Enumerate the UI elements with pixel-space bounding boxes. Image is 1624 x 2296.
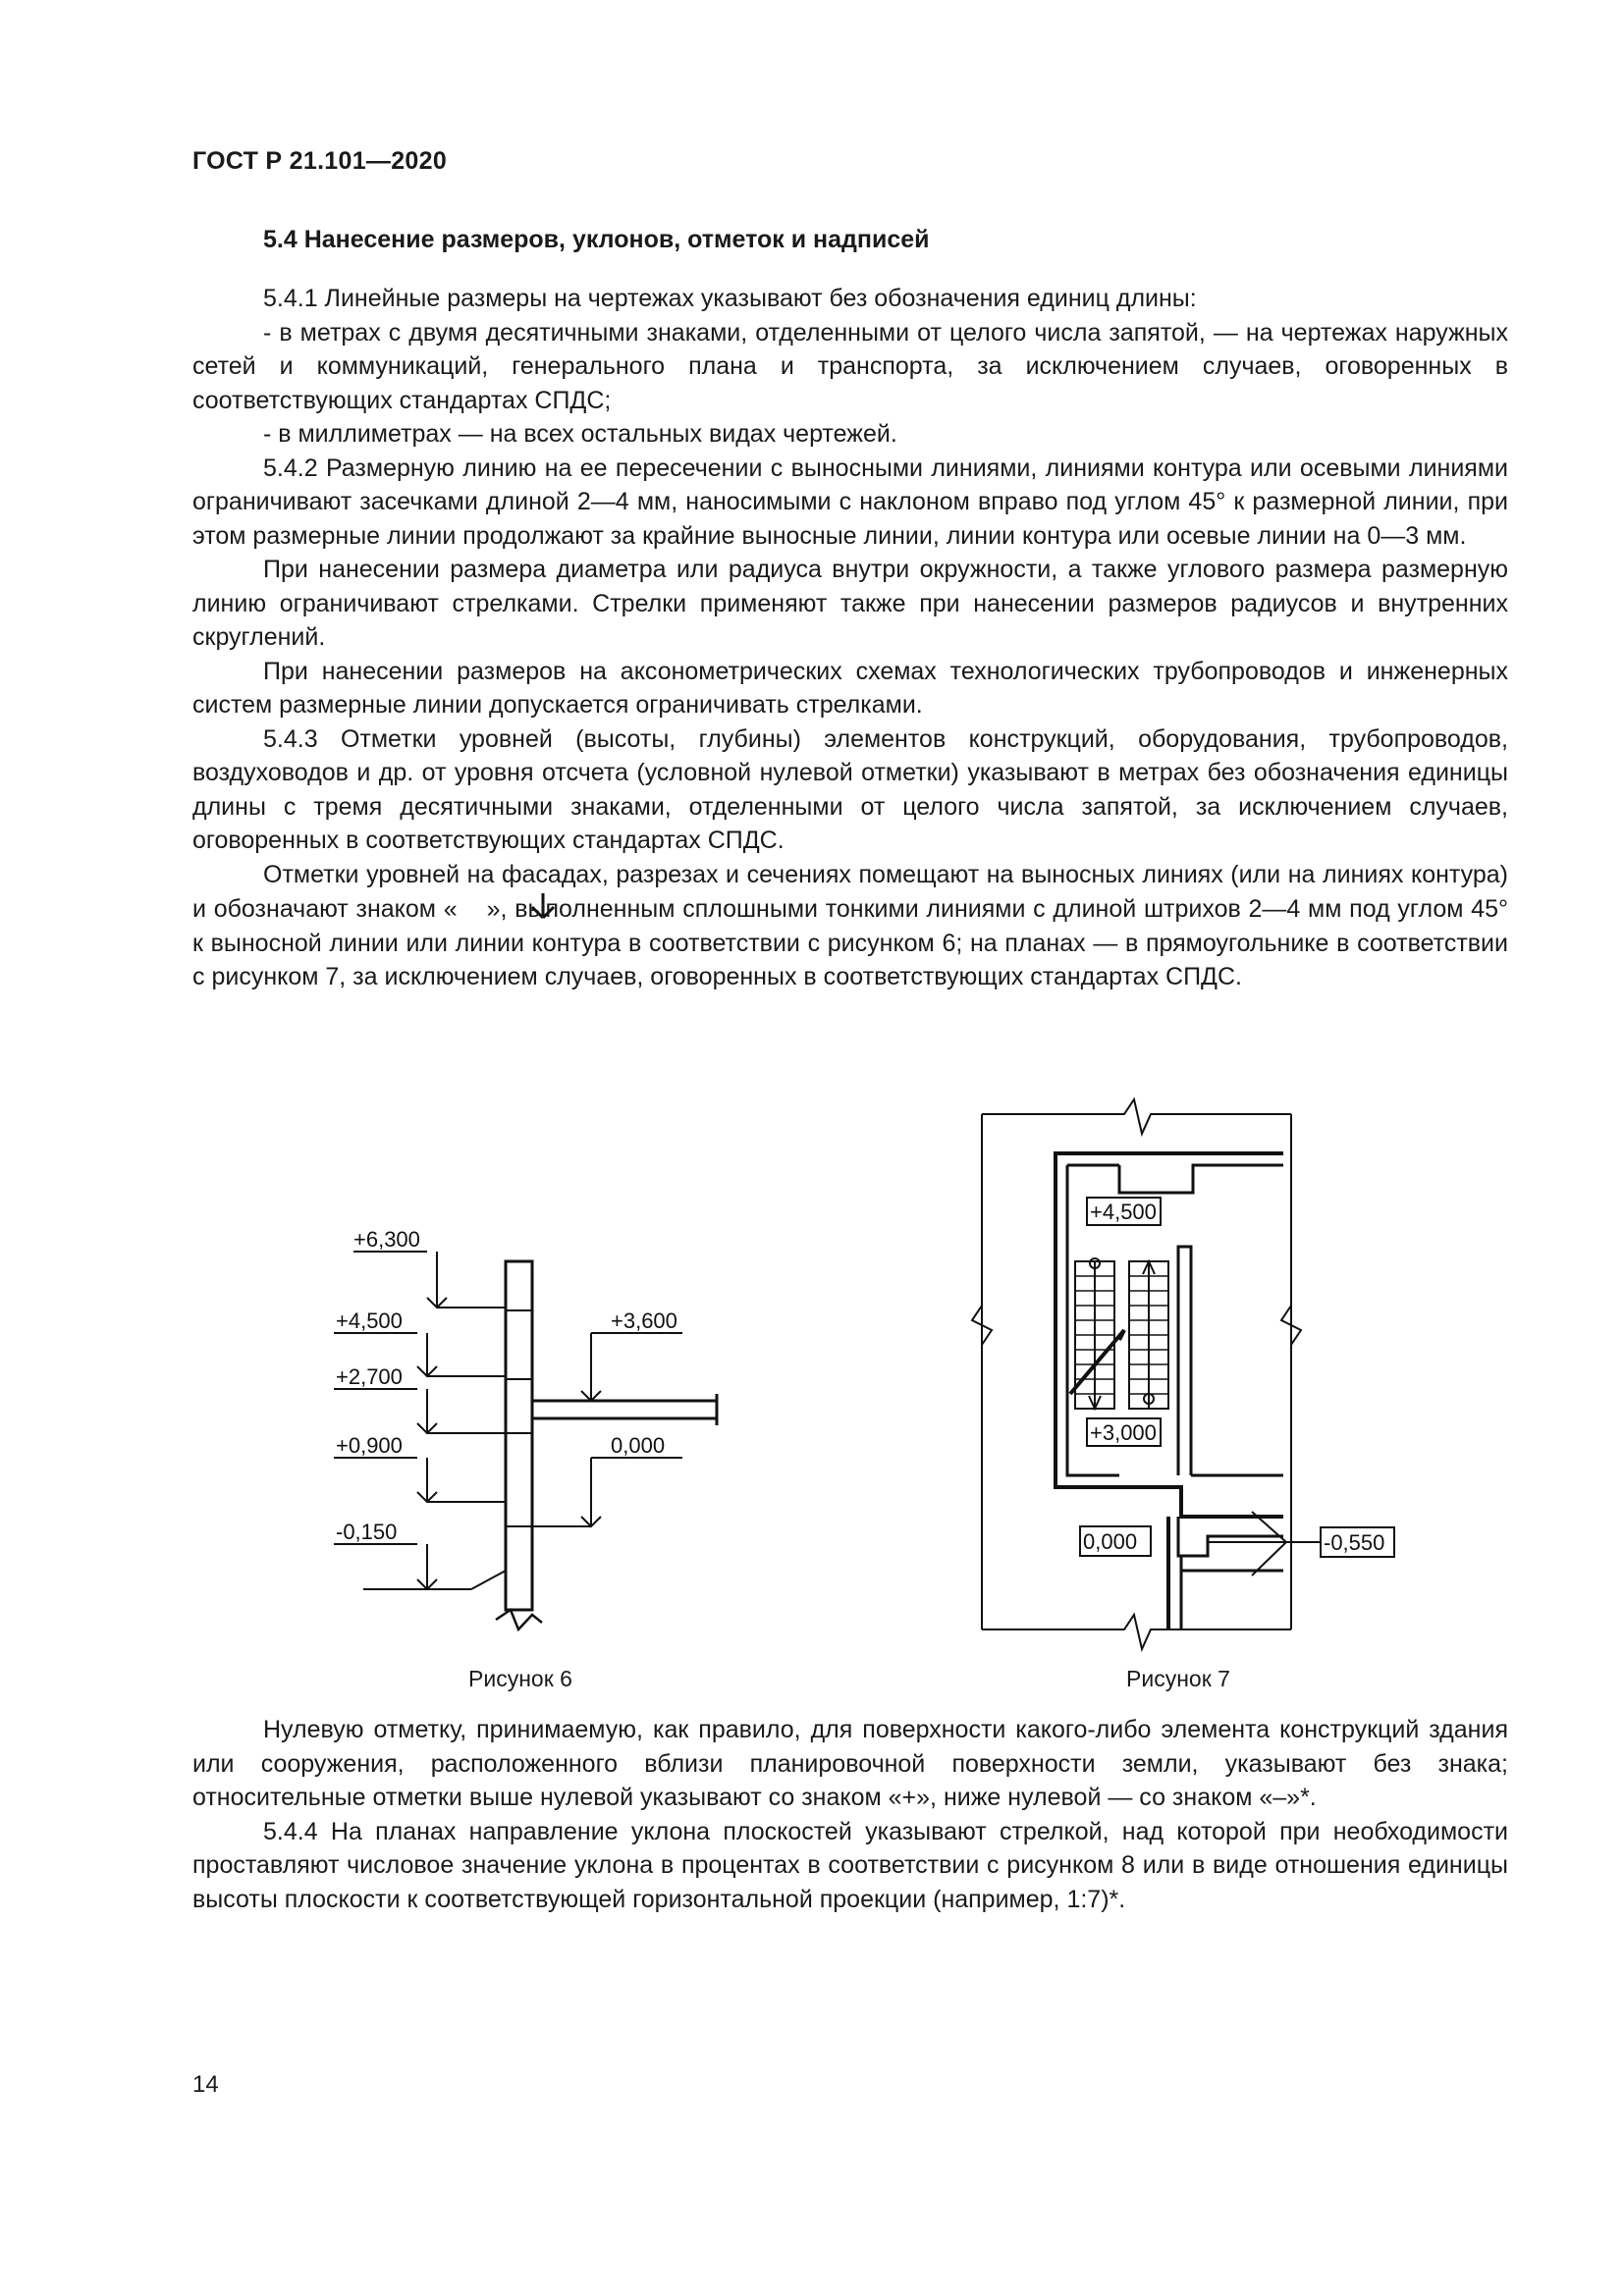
figure-6-label: 0,000 bbox=[611, 1433, 666, 1458]
figure-6-label: +2,700 bbox=[336, 1364, 403, 1389]
paragraph: - в миллиметрах — на всех остальных видах чертежей. bbox=[263, 420, 897, 448]
figure-6-label: +4,500 bbox=[336, 1308, 403, 1333]
paragraph: 5.4.3 Отметки уровней (высоты, глубины) элементов конструкций, оборудования, трубопроводов, воздуховодов и др. от уровня отсчета (условной нулевой отметки) указывают в метрах без обозначения единицы длины с тремя десятичными знаками, отделенными от целого числа запятой, за исключением случаев, оговоренных в соответствующих стандартах СПДС. bbox=[192, 724, 1508, 854]
figure-6-caption: Рисунок 6 bbox=[468, 1666, 572, 1691]
figure-6-label: +3,600 bbox=[611, 1308, 677, 1333]
paragraph: Нулевую отметку, принимаемую, как правило, для поверхности какого-либо элемента конструкций здания или сооружения, расположенного вблизи планировочной поверхности земли, указывают без знака; относительные отметки выше нулевой указывают со знаком «+», ниже нулевой — со знаком «–»*. bbox=[192, 1716, 1508, 1811]
figure-7-label: 0,000 bbox=[1083, 1529, 1138, 1554]
figure-6-label: -0,150 bbox=[336, 1520, 398, 1544]
text-block-bottom bbox=[192, 1713, 1508, 1916]
paragraph: При нанесении размера диаметра или радиуса внутри окружности, а также углового размера размерную линию ограничивают стрелками. Стрелки применяют также при нанесении размеров радиусов и внутренних скруглений. bbox=[192, 556, 1508, 651]
section-title: 5.4 Нанесение размеров, уклонов, отметок и надписей bbox=[263, 226, 930, 253]
paragraph-part: », выполненным сплошными тонкими линиями с длиной штрихов 2—4 мм под углом 45° к выносной линии или линии контура в соответствии с рисунком 6; на планах — в прямоугольнике в соответствии с рисунком 7, за исключением случаев, оговоренных в соответствующих стандартах СПДС. bbox=[192, 895, 1508, 990]
paragraph: 5.4.2 Размерную линию на ее пересечении с выносными линиями, линиями контура или осевыми линиями ограничивают засечками длиной 2—4 мм, наносимыми с наклоном вправо под углом 45° к размерной линии, при этом размерные линии продолжают за крайние выносные линии, линии контура или осевые линии на 0—3 мм. bbox=[192, 454, 1508, 550]
paragraph: 5.4.4 На планах направление уклона плоскостей указывают стрелкой, над которой при необходимости проставляют числовое значение уклона в процентах в соответствии с рисунком 8 или в виде отношения единицы высоты плоскости к соответствующей горизонтальной проекции (например, 1:7)*. bbox=[192, 1817, 1508, 1913]
figure-7-label: -0,550 bbox=[1324, 1530, 1385, 1555]
paragraph: 5.4.1 Линейные размеры на чертежах указывают без обозначения единиц длины: bbox=[263, 285, 1197, 312]
figure-6-label: +6,300 bbox=[353, 1227, 420, 1252]
figure-6-drawing bbox=[324, 1227, 736, 1644]
figure-6 bbox=[324, 1227, 736, 1644]
figure-7-caption: Рисунок 7 bbox=[1126, 1666, 1230, 1691]
paragraph-part: Отметки уровней на фасадах, разрезах и сечениях помещают на выносных линиях (или на линиях контура) и обозначают знаком « bbox=[192, 860, 1508, 923]
figure-6-label: +0,900 bbox=[336, 1433, 403, 1458]
figure-7-label: +3,000 bbox=[1090, 1420, 1157, 1445]
figure-7 bbox=[967, 1095, 1419, 1644]
paragraph: При нанесении размеров на аксонометрических схемах технологических трубопроводов и инженерных систем размерные линии допускается ограничивать стрелками. bbox=[192, 657, 1508, 719]
level-mark-icon bbox=[458, 891, 487, 921]
paragraph: - в метрах с двумя десятичными знаками, отделенными от целого числа запятой, — на чертежах наружных сетей и коммуникаций, генерального плана и транспорта, за исключением случаев, оговоренных в соответствующих стандартах СПДС; bbox=[192, 318, 1508, 414]
paragraph-levels bbox=[192, 858, 1508, 994]
figure-7-label: +4,500 bbox=[1090, 1200, 1157, 1224]
document-header: ГОСТ Р 21.101—2020 bbox=[192, 147, 448, 175]
text-block-top bbox=[192, 282, 1508, 994]
figure-7-drawing bbox=[967, 1095, 1419, 1644]
page-number: 14 bbox=[192, 2071, 219, 2098]
